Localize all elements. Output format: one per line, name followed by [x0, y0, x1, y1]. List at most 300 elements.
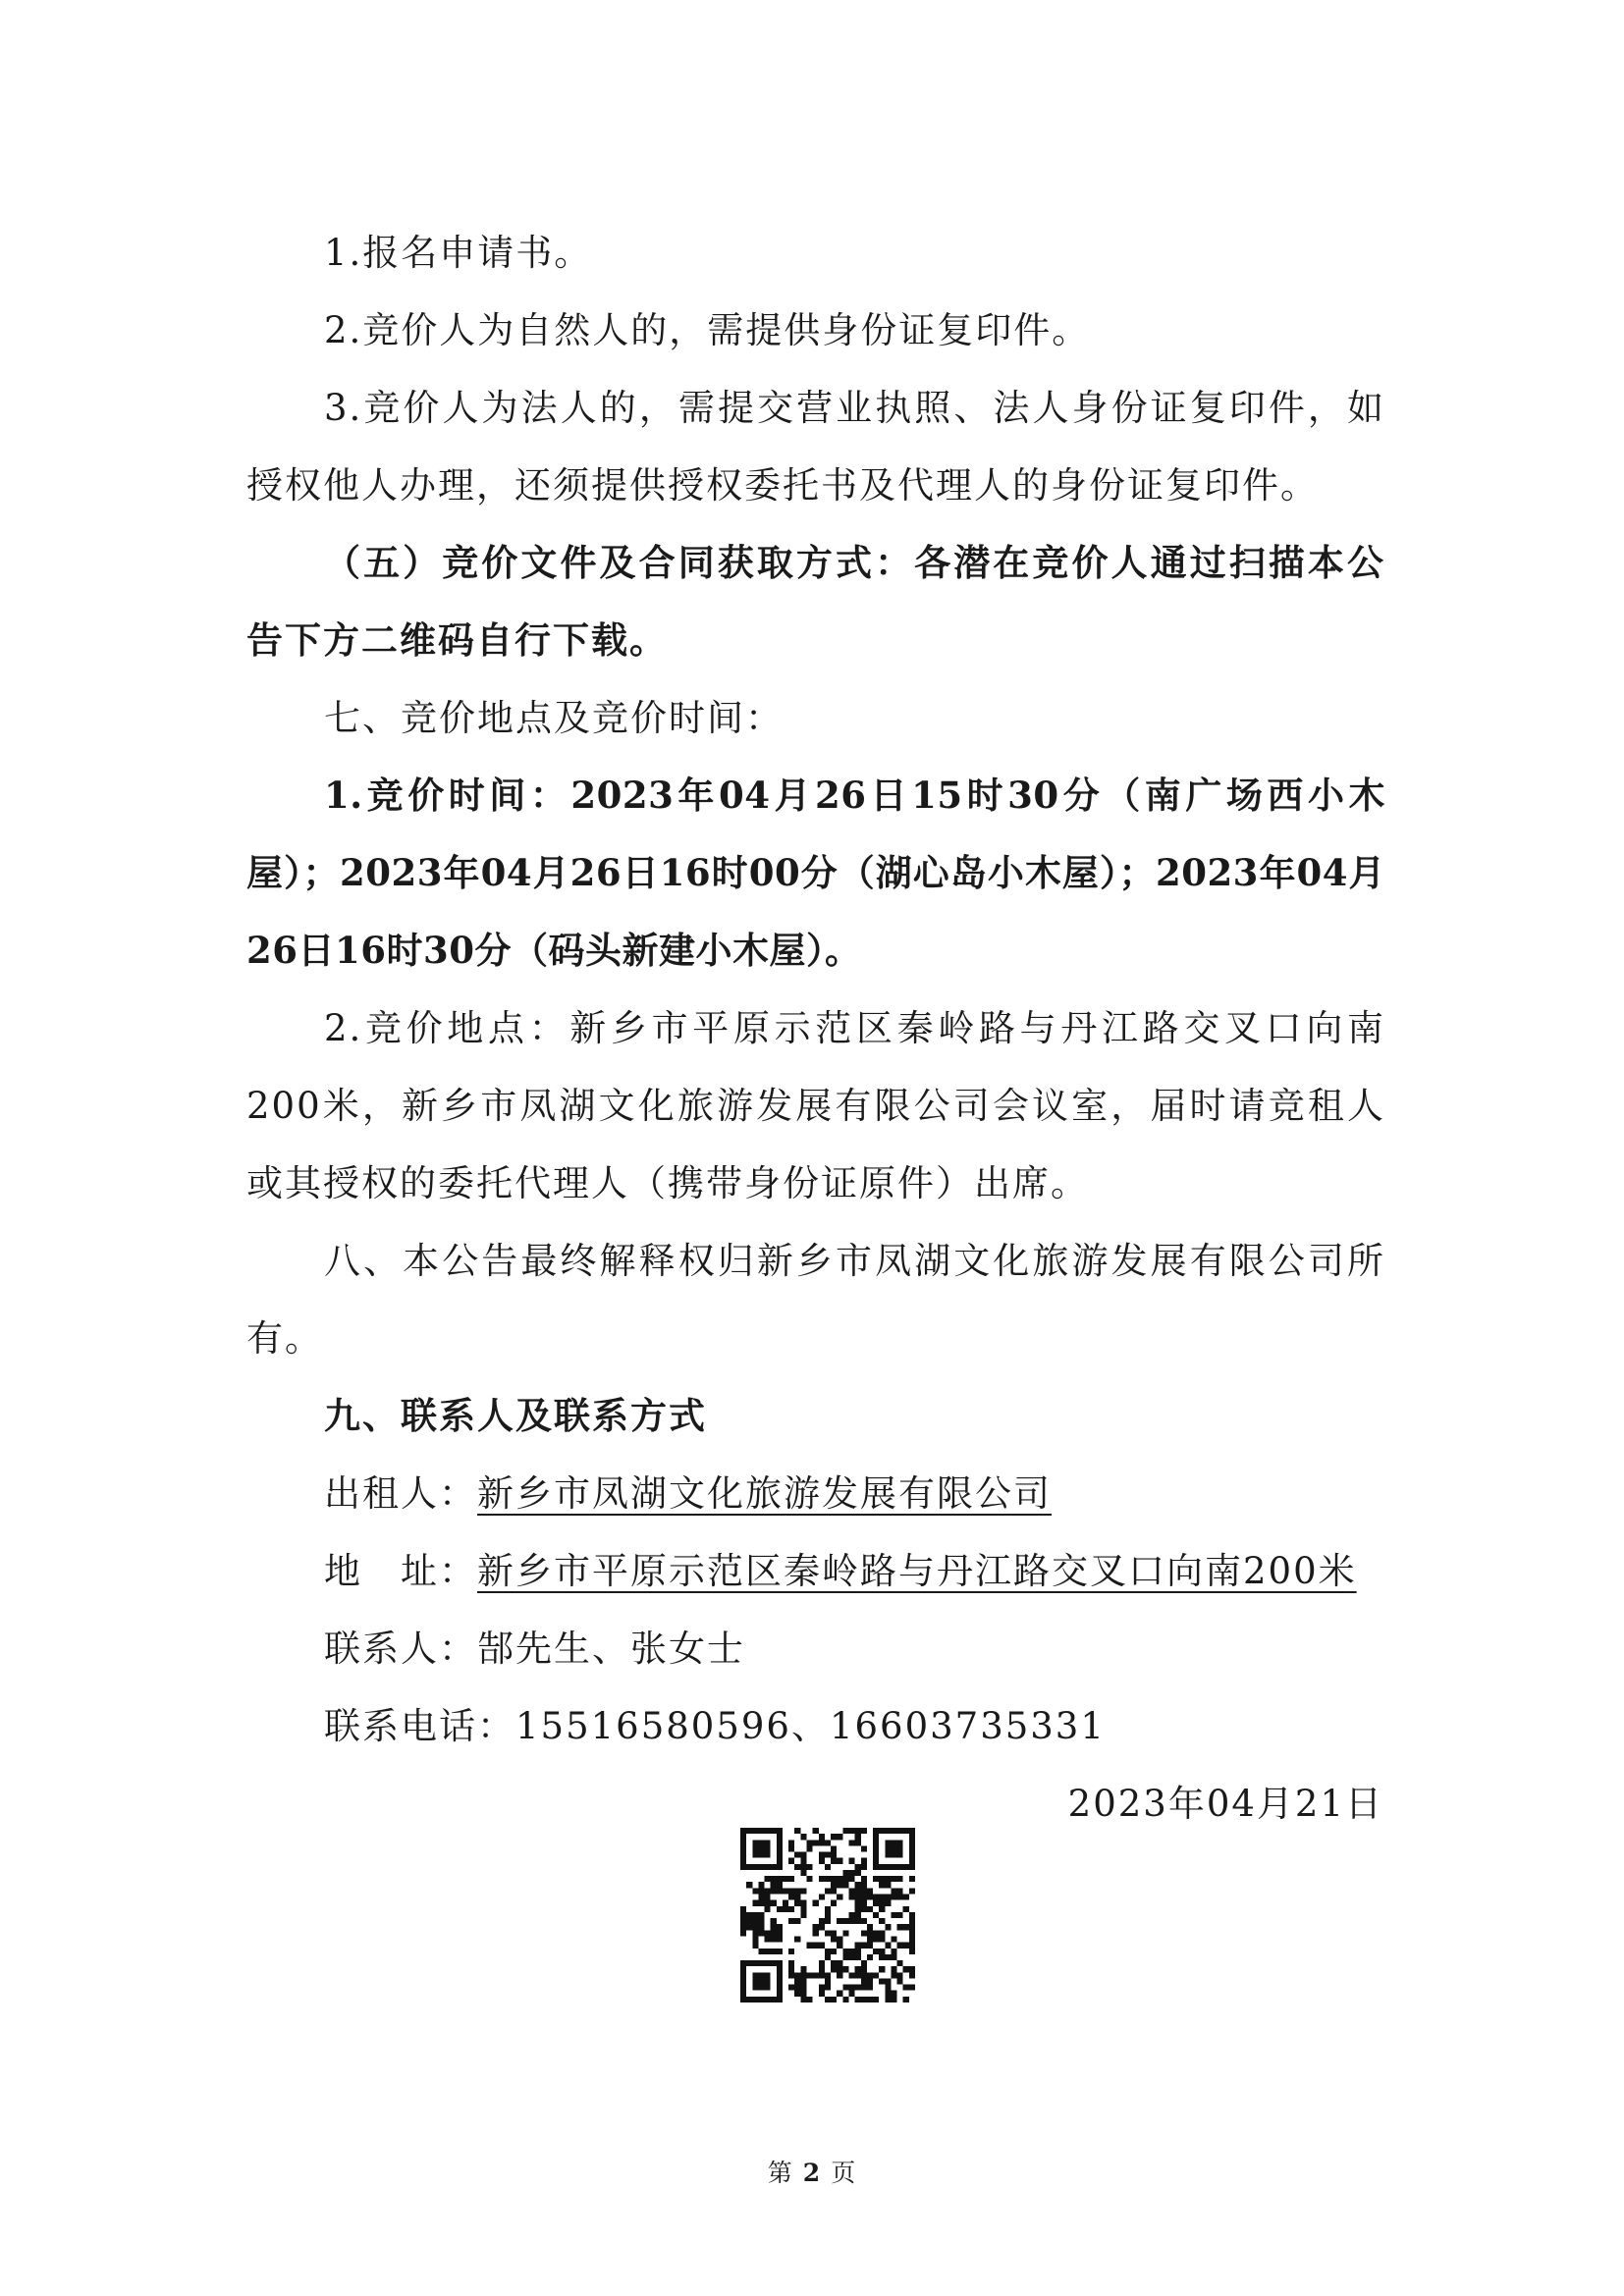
qr-module [867, 1943, 873, 1949]
qr-module [807, 1943, 813, 1949]
section-7-heading: 七、竞价地点及竞价时间： [324, 697, 784, 739]
qr-module [765, 1997, 771, 2002]
qr-module [746, 1828, 752, 1834]
qr-code-graphic [740, 1828, 915, 2002]
qr-module [867, 1985, 873, 1991]
qr-module [891, 1864, 896, 1870]
qr-module [848, 1985, 854, 1991]
qr-module [842, 1966, 848, 1972]
qr-module [765, 1900, 771, 1906]
qr-module [885, 1943, 891, 1949]
qr-module [819, 1924, 825, 1930]
qr-module [903, 1828, 909, 1834]
qr-module [746, 1864, 752, 1870]
qr-module [861, 1900, 867, 1906]
qr-module [813, 1930, 819, 1936]
qr-module [861, 1864, 867, 1870]
qr-module [758, 1985, 764, 1991]
qr-module [873, 1852, 879, 1858]
qr-module [794, 1864, 800, 1870]
qr-module [777, 1828, 783, 1834]
qr-module [800, 1888, 806, 1894]
qr-module [909, 1876, 915, 1882]
qr-code-icon [740, 1828, 915, 2002]
qr-module [758, 1930, 764, 1936]
qr-module [788, 1888, 794, 1894]
qr-module [807, 1997, 813, 2002]
qr-module [765, 1906, 771, 1912]
qr-module [855, 1954, 861, 1960]
qr-module [740, 1991, 746, 1997]
qr-module [837, 1918, 842, 1924]
qr-module [813, 1943, 819, 1949]
qr-module [873, 1828, 879, 1834]
qr-module [831, 1936, 837, 1942]
qr-module [855, 1997, 861, 2002]
qr-module [848, 1954, 854, 1960]
qr-module [788, 1985, 794, 1991]
qr-module [771, 1864, 777, 1870]
qr-module [885, 1895, 891, 1900]
qr-module [897, 1888, 903, 1894]
qr-module [819, 1895, 825, 1900]
qr-module [807, 1845, 813, 1851]
qr-module [903, 1943, 909, 1949]
qr-module [813, 1924, 819, 1930]
qr-module [867, 1936, 873, 1942]
qr-module [831, 1949, 837, 1954]
qr-module [771, 1876, 777, 1882]
qr-module [740, 1972, 746, 1978]
requirement-item-3: 3.竞价人为法人的，需提交营业执照、法人身份证复印件，如授权他人办理，还须提供授权委托书及代理人的身份证复印件。 [246, 387, 1385, 507]
qr-module [891, 1936, 896, 1942]
qr-module [825, 1997, 831, 2002]
qr-module [855, 1900, 861, 1906]
qr-module [831, 1930, 837, 1936]
qr-module [752, 1918, 758, 1924]
qr-module [758, 1864, 764, 1870]
qr-module [783, 1888, 788, 1894]
page-number: 2 [802, 2159, 822, 2187]
qr-module [885, 1985, 891, 1991]
qr-module [740, 1828, 746, 1834]
qr-module [861, 1985, 867, 1991]
qr-module [740, 1978, 746, 1984]
qr-module [788, 1840, 794, 1845]
qr-module [800, 1966, 806, 1972]
qr-module [758, 1972, 764, 1978]
requirement-item-2: 2.竞价人为自然人的，需提供身份证复印件。 [324, 309, 1091, 351]
qr-module [740, 1924, 746, 1930]
qr-module [897, 1972, 903, 1978]
qr-module [848, 1858, 854, 1864]
section-9-heading: 九、联系人及联系方式 [324, 1394, 707, 1437]
qr-module [788, 1960, 794, 1966]
qr-module [885, 1954, 891, 1960]
qr-module [794, 1936, 800, 1942]
qr-module [794, 1978, 800, 1984]
contact-lessor-value: 新乡市凤湖文化旅游发展有限公司 [477, 1472, 1052, 1515]
qr-module [825, 1918, 831, 1924]
qr-module [825, 1972, 831, 1978]
qr-module [909, 1852, 915, 1858]
qr-module [897, 1912, 903, 1918]
qr-module [746, 1960, 752, 1966]
qr-module [800, 1978, 806, 1984]
qr-module [825, 1949, 831, 1954]
qr-module [909, 1924, 915, 1930]
qr-module [831, 1997, 837, 2002]
qr-module [807, 1840, 813, 1845]
qr-module [788, 1918, 794, 1924]
qr-module [758, 1895, 764, 1900]
qr-module [861, 1828, 867, 1834]
qr-module [848, 1888, 854, 1894]
qr-module [855, 1882, 861, 1888]
qr-module [885, 1900, 891, 1906]
qr-module [752, 1930, 758, 1936]
contact-address-label: 地 址： [324, 1550, 477, 1592]
qr-module [879, 1978, 885, 1984]
qr-module [777, 1978, 783, 1984]
qr-module [909, 1949, 915, 1954]
qr-module [909, 1918, 915, 1924]
qr-module [867, 1997, 873, 2002]
qr-module [831, 1900, 837, 1906]
qr-module [897, 1924, 903, 1930]
qr-module [879, 1864, 885, 1870]
qr-module [807, 1876, 813, 1882]
qr-module [909, 1828, 915, 1834]
qr-module [909, 1966, 915, 1972]
qr-module [831, 1834, 837, 1840]
qr-module [825, 1906, 831, 1912]
qr-module [885, 1864, 891, 1870]
qr-module [873, 1895, 879, 1900]
qr-module [771, 1960, 777, 1966]
qr-module [837, 1943, 842, 1949]
qr-module [855, 1888, 861, 1894]
qr-module [740, 1997, 746, 2002]
qr-module [885, 1852, 891, 1858]
qr-module [873, 1858, 879, 1864]
qr-module [819, 1991, 825, 1997]
qr-module [879, 1949, 885, 1954]
qr-module [740, 1906, 746, 1912]
qr-module [819, 1918, 825, 1924]
qr-module [825, 1930, 831, 1936]
qr-module [837, 1936, 842, 1942]
qr-module [777, 1997, 783, 2002]
qr-module [771, 1930, 777, 1936]
qr-module [819, 1960, 825, 1966]
qr-module [848, 1918, 854, 1924]
qr-module [752, 1972, 758, 1978]
qr-module [794, 1918, 800, 1924]
section-5-document-acquisition: （五）竞价文件及合同获取方式：各潜在竞价人通过扫描本公告下方二维码自行下载。 [246, 541, 1385, 662]
qr-module [837, 1895, 842, 1900]
document-body [246, 214, 1385, 1842]
qr-module [885, 1840, 891, 1845]
qr-module [777, 1985, 783, 1991]
qr-module [903, 1906, 909, 1912]
qr-module [842, 1828, 848, 1834]
qr-module [807, 1972, 813, 1978]
qr-module [740, 1918, 746, 1924]
qr-module [752, 1888, 758, 1894]
qr-module [777, 1840, 783, 1845]
qr-module [800, 1864, 806, 1870]
qr-module [825, 1876, 831, 1882]
qr-module [891, 1888, 896, 1894]
qr-module [867, 1978, 873, 1984]
qr-module [867, 1895, 873, 1900]
qr-module [813, 1900, 819, 1906]
qr-module [758, 1924, 764, 1930]
qr-module [842, 1954, 848, 1960]
qr-module [885, 1978, 891, 1984]
qr-module [788, 1906, 794, 1912]
qr-module [842, 1870, 848, 1876]
contact-phone [246, 1687, 1385, 1765]
qr-module [771, 1828, 777, 1834]
qr-module [771, 1949, 777, 1954]
qr-module [897, 1895, 903, 1900]
qr-module [861, 1845, 867, 1851]
qr-module [819, 1876, 825, 1882]
qr-module [848, 1949, 854, 1954]
qr-module [848, 1912, 854, 1918]
qr-module [794, 1895, 800, 1900]
qr-module [861, 1876, 867, 1882]
qr-module [752, 1997, 758, 2002]
qr-module [873, 1972, 879, 1978]
contact-person [246, 1610, 1385, 1687]
contact-lessor [246, 1455, 1385, 1532]
qr-module [740, 1985, 746, 1991]
qr-module [777, 1888, 783, 1894]
qr-module [777, 1834, 783, 1840]
qr-module [897, 1978, 903, 1984]
qr-module [800, 1912, 806, 1918]
contact-phone-label: 联系电话： [324, 1705, 515, 1747]
qr-module [825, 1840, 831, 1845]
qr-module [788, 1949, 794, 1954]
qr-module [831, 1882, 837, 1888]
qr-module [758, 1960, 764, 1966]
qr-module [758, 1882, 764, 1888]
qr-module [848, 1972, 854, 1978]
qr-module [819, 1943, 825, 1949]
qr-module [746, 1997, 752, 2002]
qr-module [777, 1924, 783, 1930]
qr-module [879, 1895, 885, 1900]
qr-module [873, 1845, 879, 1851]
qr-module [873, 1876, 879, 1882]
qr-module [897, 1864, 903, 1870]
qr-module [842, 1918, 848, 1924]
qr-module [740, 1852, 746, 1858]
qr-module [891, 1997, 896, 2002]
qr-module [861, 1882, 867, 1888]
qr-module [891, 1852, 896, 1858]
qr-module [813, 1840, 819, 1845]
qr-module [752, 1864, 758, 1870]
qr-module [909, 1985, 915, 1991]
qr-module [800, 1852, 806, 1858]
qr-module [752, 1985, 758, 1991]
qr-module [867, 1924, 873, 1930]
qr-module [891, 1991, 896, 1997]
qr-module [873, 1834, 879, 1840]
qr-module [765, 1876, 771, 1882]
qr-module [825, 1864, 831, 1870]
qr-module [861, 1888, 867, 1894]
qr-module [837, 1858, 842, 1864]
qr-module [771, 1936, 777, 1942]
qr-module [879, 1906, 885, 1912]
qr-module [831, 1852, 837, 1858]
qr-module [891, 1949, 896, 1954]
qr-module [771, 1900, 777, 1906]
qr-module [783, 1906, 788, 1912]
qr-module [777, 1960, 783, 1966]
qr-module [765, 1864, 771, 1870]
qr-module [867, 1888, 873, 1894]
qr-module [903, 1985, 909, 1991]
qr-module [777, 1876, 783, 1882]
qr-module [861, 1930, 867, 1936]
qr-module [788, 1972, 794, 1978]
qr-module [752, 1852, 758, 1858]
section-8-interpretation: 八、本公告最终解释权归新乡市凤湖文化旅游发展有限公司所有。 [246, 1240, 1385, 1360]
qr-module [788, 1966, 794, 1972]
qr-module [771, 1918, 777, 1924]
qr-module [831, 1845, 837, 1851]
qr-module [746, 1882, 752, 1888]
qr-module [855, 1834, 861, 1840]
qr-module [788, 1858, 794, 1864]
qr-module [842, 1985, 848, 1991]
qr-module [842, 1876, 848, 1882]
qr-module [758, 1912, 764, 1918]
qr-module [897, 1852, 903, 1858]
qr-module [885, 1828, 891, 1834]
qr-module [758, 1949, 764, 1954]
qr-module [794, 1991, 800, 1997]
qr-module [837, 1960, 842, 1966]
qr-module [771, 1997, 777, 2002]
qr-module [842, 1997, 848, 2002]
qr-module [825, 1954, 831, 1960]
qr-module [740, 1930, 746, 1936]
qr-module [794, 1900, 800, 1906]
qr-module [897, 1828, 903, 1834]
qr-module [879, 1966, 885, 1972]
qr-module [861, 1906, 867, 1912]
qr-module [819, 1840, 825, 1845]
qr-module [837, 1876, 842, 1882]
qr-module [855, 1918, 861, 1924]
qr-module [867, 1906, 873, 1912]
qr-module [777, 1858, 783, 1864]
qr-module [855, 1912, 861, 1918]
qr-module [825, 1912, 831, 1918]
qr-module [848, 1870, 854, 1876]
qr-module [885, 1882, 891, 1888]
qr-module [879, 1882, 885, 1888]
qr-module [873, 1900, 879, 1906]
qr-module [800, 1985, 806, 1991]
qr-module [752, 1845, 758, 1851]
qr-module [831, 1876, 837, 1882]
qr-module [855, 1895, 861, 1900]
footer-prefix: 第 [767, 2159, 793, 2187]
qr-module [879, 1828, 885, 1834]
qr-module [855, 1828, 861, 1834]
qr-module [765, 1936, 771, 1942]
qr-module [861, 1966, 867, 1972]
qr-module [800, 1900, 806, 1906]
qr-module [758, 1900, 764, 1906]
qr-module [855, 1870, 861, 1876]
qr-module [909, 1912, 915, 1918]
qr-module [807, 1864, 813, 1870]
qr-module [765, 1895, 771, 1900]
qr-module [848, 1895, 854, 1900]
qr-module [891, 1840, 896, 1845]
qr-module [837, 1882, 842, 1888]
qr-module [897, 1840, 903, 1845]
qr-module [752, 1936, 758, 1942]
qr-module [861, 1858, 867, 1864]
qr-module [777, 1972, 783, 1978]
qr-module [879, 1918, 885, 1924]
qr-module [879, 1936, 885, 1942]
qr-module [777, 1991, 783, 1997]
qr-module [855, 1906, 861, 1912]
qr-module [800, 1997, 806, 2002]
qr-module [891, 1966, 896, 1972]
qr-module [740, 1912, 746, 1918]
qr-module [885, 1991, 891, 1997]
qr-module [861, 1978, 867, 1984]
qr-module [897, 1960, 903, 1966]
qr-module [867, 1930, 873, 1936]
bidding-location: 2.竞价地点：新乡市平原示范区秦岭路与丹江路交叉口向南200米，新乡市凤湖文化旅游发展有限公司会议室，届时请竞租人或其授权的委托代理人（携带身份证原件）出席。 [246, 1007, 1385, 1204]
qr-module [765, 1972, 771, 1978]
qr-module [758, 1840, 764, 1845]
qr-module [800, 1906, 806, 1912]
qr-module [891, 1895, 896, 1900]
qr-module [752, 1828, 758, 1834]
qr-module [897, 1943, 903, 1949]
qr-module [800, 1870, 806, 1876]
qr-module [740, 1834, 746, 1840]
qr-module [783, 1900, 788, 1906]
qr-module [903, 1924, 909, 1930]
qr-module [855, 1864, 861, 1870]
qr-module [777, 1966, 783, 1972]
qr-module [879, 1930, 885, 1936]
qr-module [777, 1906, 783, 1912]
qr-module [765, 1845, 771, 1851]
qr-module [752, 1978, 758, 1984]
qr-module [903, 1966, 909, 1972]
qr-module [873, 1912, 879, 1918]
qr-module [765, 1888, 771, 1894]
qr-module [740, 1858, 746, 1864]
